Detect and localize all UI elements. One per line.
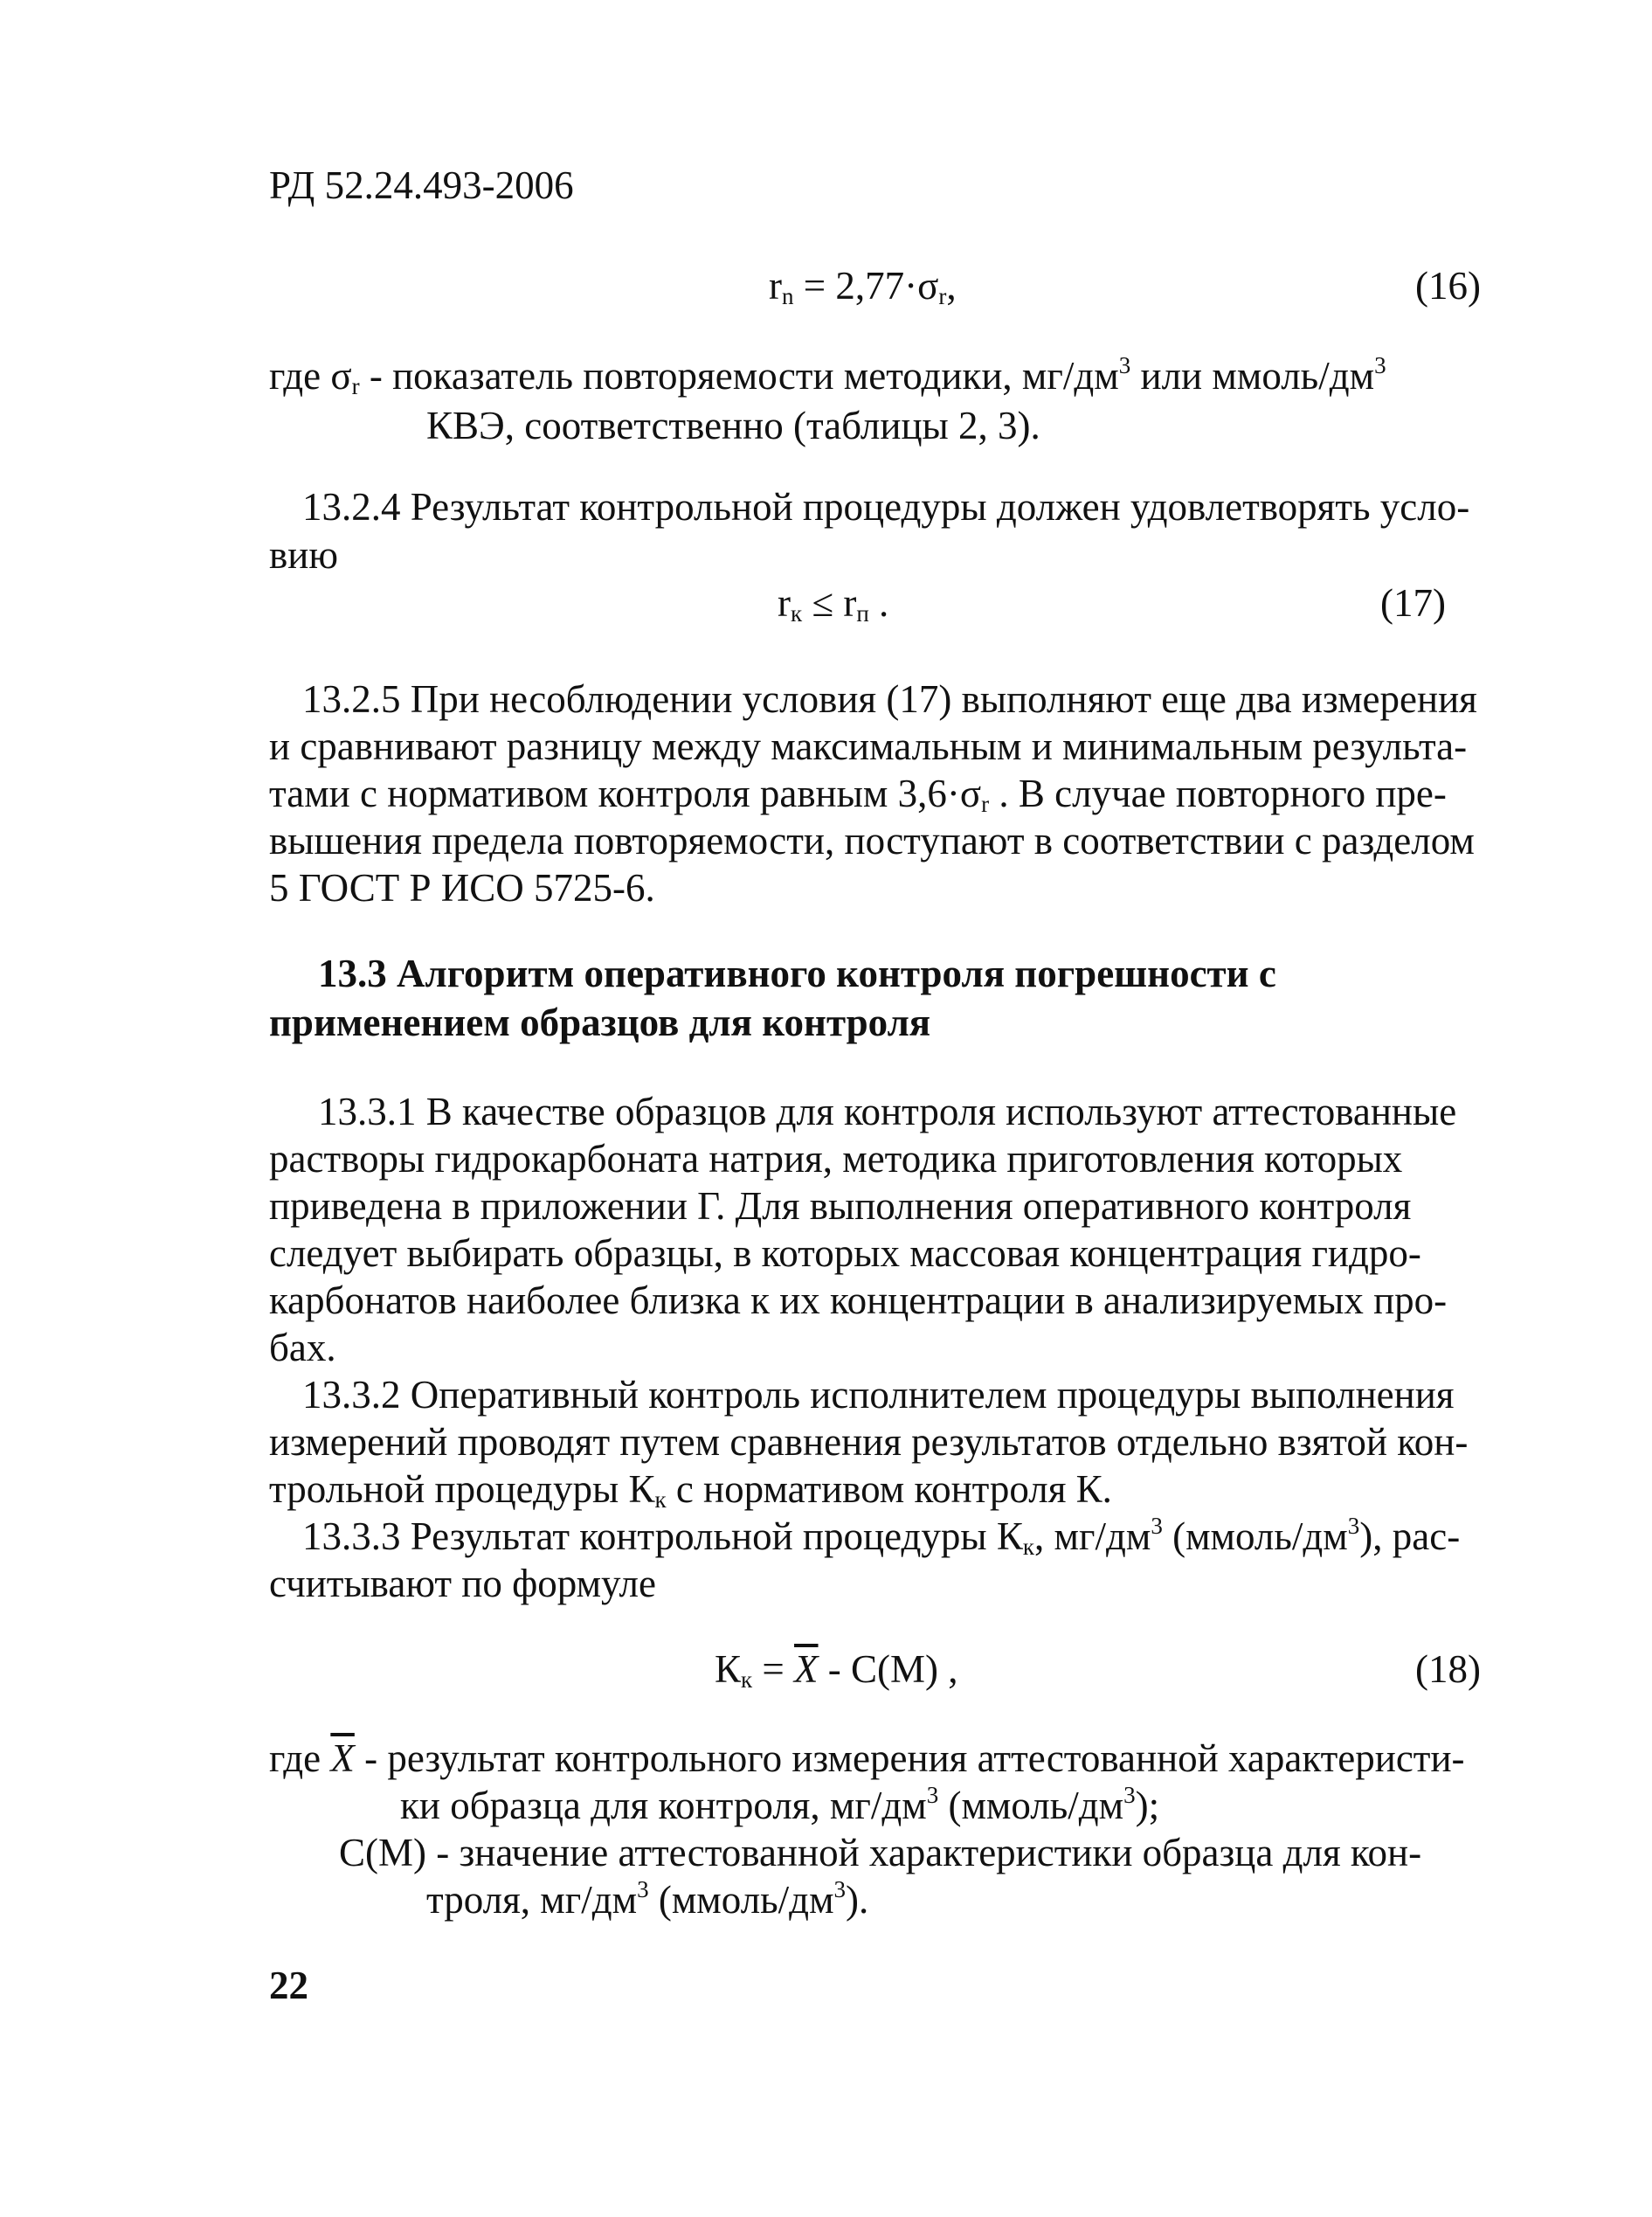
paragraph-13-3-3-line2: считывают по формуле <box>269 1562 656 1605</box>
where-x-line2: ки образца для контроля, $мг/дм^3$ $(ммоль/дм^3)$; <box>400 1782 1160 1827</box>
paragraph-13-2-4-line1: 13.2.4 Результат контрольной процедуры должен удовлетворять усло- <box>302 485 1470 529</box>
formula-17-number: (17) <box>1380 581 1446 625</box>
paragraph-13-3-1-line1: 13.3.1 В качестве образцов для контроля используют аттестованные <box>318 1090 1457 1133</box>
paragraph-13-3-1-line2: растворы гидрокарбоната натрия, методика приготовления которых <box>269 1137 1403 1181</box>
document-id: РД 52.24.493-2006 <box>269 163 574 207</box>
where-sigma-line1: где $\sigma_r$ - показатель повторяемости методики, $мг/дм^3$ или ммоль/$дм^3$ <box>269 352 1386 399</box>
paragraph-13-3-1-line6: бах. <box>269 1326 336 1369</box>
formula-18: $К_к = \overline{X} - С(М)$ , <box>715 1647 958 1693</box>
paragraph-13-3-1-line4: следует выбирать образцы, в которых массовая концентрация гидро- <box>269 1231 1421 1275</box>
formula-16-number: (16) <box>1415 264 1481 308</box>
paragraph-13-3-2-line2: измерений проводят путем сравнения результатов отдельно взятой кон- <box>269 1420 1469 1464</box>
section-heading-13-3-line2: применением образцов для контроля <box>269 1001 931 1044</box>
paragraph-13-2-5-line3: тами с нормативом контроля равным $3,6\cdot\sigma_r$ . В случае повторного пре- <box>269 772 1447 817</box>
where-cm-line1: С(М) - значение аттестованной характеристики образца для кон- <box>339 1831 1422 1874</box>
paragraph-13-2-5-line5: 5 ГОСТ Р ИСО 5725-6. <box>269 866 655 910</box>
paragraph-13-2-5-line1: 13.2.5 При несоблюдении условия (17) выполняют еще два измерения <box>302 677 1477 721</box>
section-heading-13-3-line1: 13.3 Алгоритм оперативного контроля погрешности с <box>318 952 1276 995</box>
formula-17: $r_к \le r_п$ . <box>778 581 889 627</box>
paragraph-13-3-3-line1: 13.3.3 Результат контрольной процедуры $К_к$, $мг/дм^3$ $(ммоль/дм^3)$, рас- <box>302 1513 1461 1560</box>
where-x-line1: где $\overline{X}$ - результат контрольного измерения аттестованной характеристи- <box>269 1736 1465 1780</box>
formula-16: $r_n = 2,77\cdot\sigma_r$, <box>769 264 957 309</box>
where-sigma-line2: КВЭ, соответственно (таблицы 2, 3). <box>426 404 1040 447</box>
page-number: 22 <box>269 1964 308 2007</box>
paragraph-13-3-2-line3: трольной процедуры $К_к$ с нормативом контроля К. <box>269 1467 1112 1513</box>
paragraph-13-3-2-line1: 13.3.2 Оперативный контроль исполнителем процедуры выполнения <box>302 1373 1455 1417</box>
paragraph-13-2-4-line2: вию <box>269 533 338 577</box>
formula-18-number: (18) <box>1415 1647 1481 1691</box>
paragraph-13-2-5-line2: и сравнивают разницу между максимальным и минимальным результа- <box>269 724 1468 768</box>
paragraph-13-3-1-line5: карбонатов наиболее близка к их концентрации в анализируемых про- <box>269 1278 1448 1322</box>
where-cm-line2: троля, $мг/дм^3$ $(ммоль/дм^3)$. <box>426 1876 869 1922</box>
paragraph-13-3-1-line3: приведена в приложении Г. Для выполнения оперативного контроля <box>269 1184 1412 1228</box>
paragraph-13-2-5-line4: вышения предела повторяемости, поступают в соответствии с разделом <box>269 819 1475 863</box>
